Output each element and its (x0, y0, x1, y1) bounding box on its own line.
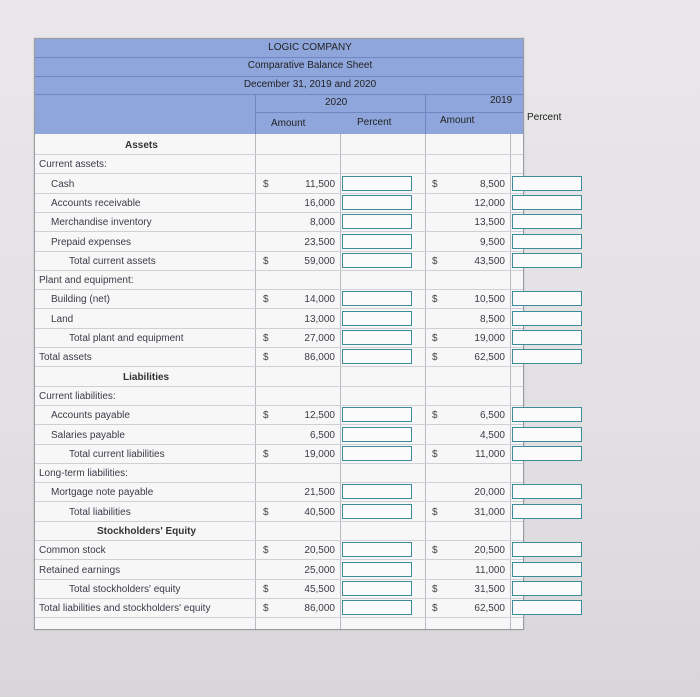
percent-input-2019[interactable] (512, 311, 582, 326)
currency-symbol-2020: $ (263, 178, 269, 190)
amount-2019: 31,500 (474, 583, 505, 595)
percent-input-2020[interactable] (342, 234, 412, 249)
row-label: Total liabilities (69, 506, 131, 518)
table-row (35, 426, 523, 445)
row-label: Total stockholders' equity (69, 583, 181, 595)
amount-2019: 6,500 (479, 410, 505, 422)
percent-input-2019[interactable] (512, 446, 582, 461)
amount-2019: 12,000 (474, 197, 505, 209)
row-label: Accounts receivable (51, 197, 141, 209)
amount-2019: 9,500 (479, 236, 505, 248)
amount-2020: 11,500 (305, 178, 335, 190)
amount-2020: 27,000 (304, 333, 335, 344)
table-row (35, 271, 523, 290)
row-label: Current liabilities: (39, 390, 116, 402)
amount-2019: 8,500 (479, 313, 505, 325)
statement-period: December 31, 2019 and 2020 (243, 79, 377, 90)
percent-input-2019[interactable] (512, 330, 582, 345)
percent-input-2019[interactable] (512, 542, 582, 557)
currency-symbol-2020: $ (263, 506, 269, 518)
amount-2020: 86,000 (304, 603, 335, 615)
percent-input-2020[interactable] (342, 581, 412, 596)
amount-2019-header: Amount (440, 115, 475, 126)
percent-input-2020[interactable] (342, 176, 412, 191)
amount-2019: 62,500 (474, 603, 505, 615)
currency-symbol-2020: $ (263, 448, 269, 460)
amount-2020: 25,000 (304, 564, 335, 576)
amount-2019: 43,500 (474, 255, 505, 267)
currency-symbol-2020: $ (263, 255, 269, 267)
currency-symbol-2019: $ (432, 178, 438, 190)
percent-input-2020[interactable] (342, 427, 412, 442)
row-label: Common stock (39, 545, 106, 557)
percent-input-2020[interactable] (342, 504, 412, 519)
percent-input-2019[interactable] (512, 504, 582, 519)
percent-input-2020[interactable] (342, 446, 412, 461)
row-label: Merchandise inventory (51, 217, 152, 229)
amount-2020: 14,000 (304, 294, 335, 306)
amount-2020: 13,000 (304, 313, 335, 325)
amount-2020: 20,500 (304, 545, 335, 557)
row-label: Total current assets (69, 255, 156, 267)
sheet-header (35, 39, 562, 134)
row-label: Salaries payable (51, 429, 125, 441)
section-label: Assets (125, 140, 158, 151)
percent-input-2019[interactable] (512, 562, 582, 577)
row-label: Cash (51, 178, 75, 190)
amount-2020: 12,500 (304, 410, 335, 422)
table-row (35, 406, 523, 425)
percent-input-2020[interactable] (342, 349, 412, 364)
row-label: Retained earnings (39, 564, 121, 576)
currency-symbol-2019: $ (432, 506, 438, 518)
amount-2020: 21,500 (304, 487, 335, 499)
amount-2020: 6,500 (309, 429, 335, 441)
currency-symbol-2019: $ (432, 545, 438, 557)
amount-2019: 11,000 (475, 448, 505, 460)
table-row (35, 464, 523, 483)
currency-symbol-2019: $ (432, 255, 438, 267)
currency-symbol-2019: $ (432, 294, 438, 306)
currency-symbol-2019: $ (432, 333, 438, 344)
amount-2019: 20,500 (474, 545, 505, 557)
amount-2019: 31,000 (474, 506, 505, 518)
table-row (35, 329, 523, 348)
amount-2019: 8,500 (479, 178, 505, 190)
amount-2019: 4,500 (479, 429, 505, 441)
percent-input-2020[interactable] (342, 484, 412, 499)
percent-input-2019[interactable] (512, 581, 582, 596)
year-2019-label: 2019 (490, 95, 513, 106)
section-header-row (35, 136, 523, 155)
table-row (35, 445, 523, 464)
table-row (35, 483, 523, 502)
percent-input-2019[interactable] (512, 349, 582, 364)
section-header-row (35, 368, 523, 387)
percent-input-2020[interactable] (342, 311, 412, 326)
amount-2019: 13,500 (474, 217, 505, 229)
table-row (35, 233, 523, 252)
percent-input-2019[interactable] (512, 176, 582, 191)
row-label: Current assets: (39, 159, 107, 171)
amount-2020: 8,000 (309, 217, 335, 229)
row-label: Long-term liabilities: (39, 468, 128, 480)
percent-input-2020[interactable] (342, 600, 412, 615)
table-row (35, 310, 523, 329)
percent-input-2019[interactable] (512, 214, 582, 229)
currency-symbol-2020: $ (263, 294, 269, 306)
section-label: Stockholders' Equity (97, 526, 197, 537)
percent-input-2019[interactable] (512, 600, 582, 615)
year-2020-label: 2020 (325, 97, 348, 108)
amount-2020-header: Amount (271, 118, 306, 129)
table-row (35, 252, 523, 271)
amount-2020: 19,000 (304, 448, 335, 460)
section-label: Liabilities (123, 371, 170, 383)
row-label: Prepaid expenses (51, 236, 132, 248)
table-row (35, 194, 523, 213)
percent-input-2020[interactable] (342, 291, 412, 306)
row-label: Building (net) (51, 294, 110, 306)
table-row (35, 387, 523, 406)
table-row (35, 541, 523, 560)
row-label: Land (51, 313, 74, 325)
percent-input-2019[interactable] (512, 407, 582, 422)
amount-2020: 59,000 (304, 255, 335, 267)
percent-input-2019[interactable] (512, 291, 582, 306)
currency-symbol-2020: $ (263, 545, 269, 557)
table-row (35, 290, 523, 309)
amount-2020: 45,500 (304, 583, 335, 595)
percent-input-2020[interactable] (342, 542, 412, 557)
company-name: LOGIC COMPANY (268, 42, 352, 53)
percent-2020-header: Percent (357, 117, 392, 128)
balance-sheet (34, 38, 562, 630)
percent-input-2019[interactable] (512, 427, 582, 442)
amount-2019: 20,000 (474, 487, 505, 499)
amount-2020: 86,000 (304, 352, 335, 364)
currency-symbol-2020: $ (263, 603, 269, 615)
row-label: Total liabilities and stockholders' equity (39, 603, 211, 615)
percent-input-2019[interactable] (512, 234, 582, 249)
percent-2019-header: Percent (527, 112, 562, 123)
section-header-row (35, 522, 523, 541)
percent-input-2020[interactable] (342, 195, 412, 210)
currency-symbol-2019: $ (432, 583, 438, 595)
amount-2020: 40,500 (304, 506, 335, 518)
row-label: Total plant and equipment (69, 333, 184, 344)
table-row (35, 503, 523, 522)
percent-input-2019[interactable] (512, 195, 582, 210)
row-label: Total assets (39, 352, 92, 364)
percent-input-2020[interactable] (342, 562, 412, 577)
currency-symbol-2019: $ (432, 448, 438, 460)
amount-2019: 19,000 (474, 333, 505, 344)
amount-2020: 16,000 (304, 197, 335, 209)
currency-symbol-2020: $ (263, 410, 269, 422)
percent-input-2020[interactable] (342, 253, 412, 268)
table-row (35, 561, 523, 580)
currency-symbol-2019: $ (432, 352, 438, 364)
row-label: Total current liabilities (69, 448, 165, 460)
statement-title: Comparative Balance Sheet (247, 60, 373, 71)
table-row (35, 175, 523, 194)
table-row (35, 213, 523, 232)
currency-symbol-2020: $ (263, 583, 269, 595)
currency-symbol-2019: $ (432, 603, 438, 615)
percent-input-2019[interactable] (512, 253, 582, 268)
percent-input-2020[interactable] (342, 214, 412, 229)
amount-2019: 62,500 (474, 352, 505, 364)
table-row (35, 580, 523, 599)
percent-input-2019[interactable] (512, 484, 582, 499)
percent-input-2020[interactable] (342, 330, 412, 345)
table-row (35, 348, 523, 367)
row-label: Mortgage note payable (51, 487, 154, 499)
currency-symbol-2019: $ (432, 410, 438, 422)
amount-2019: 10,500 (474, 294, 505, 306)
currency-symbol-2020: $ (263, 352, 269, 364)
table-row (35, 155, 523, 174)
amount-2020: 23,500 (304, 236, 335, 248)
table-row (35, 599, 523, 618)
percent-input-2020[interactable] (342, 407, 412, 422)
currency-symbol-2020: $ (263, 333, 269, 344)
row-label: Accounts payable (51, 410, 130, 422)
amount-2019: 11,000 (475, 564, 505, 576)
row-label: Plant and equipment: (39, 275, 134, 287)
